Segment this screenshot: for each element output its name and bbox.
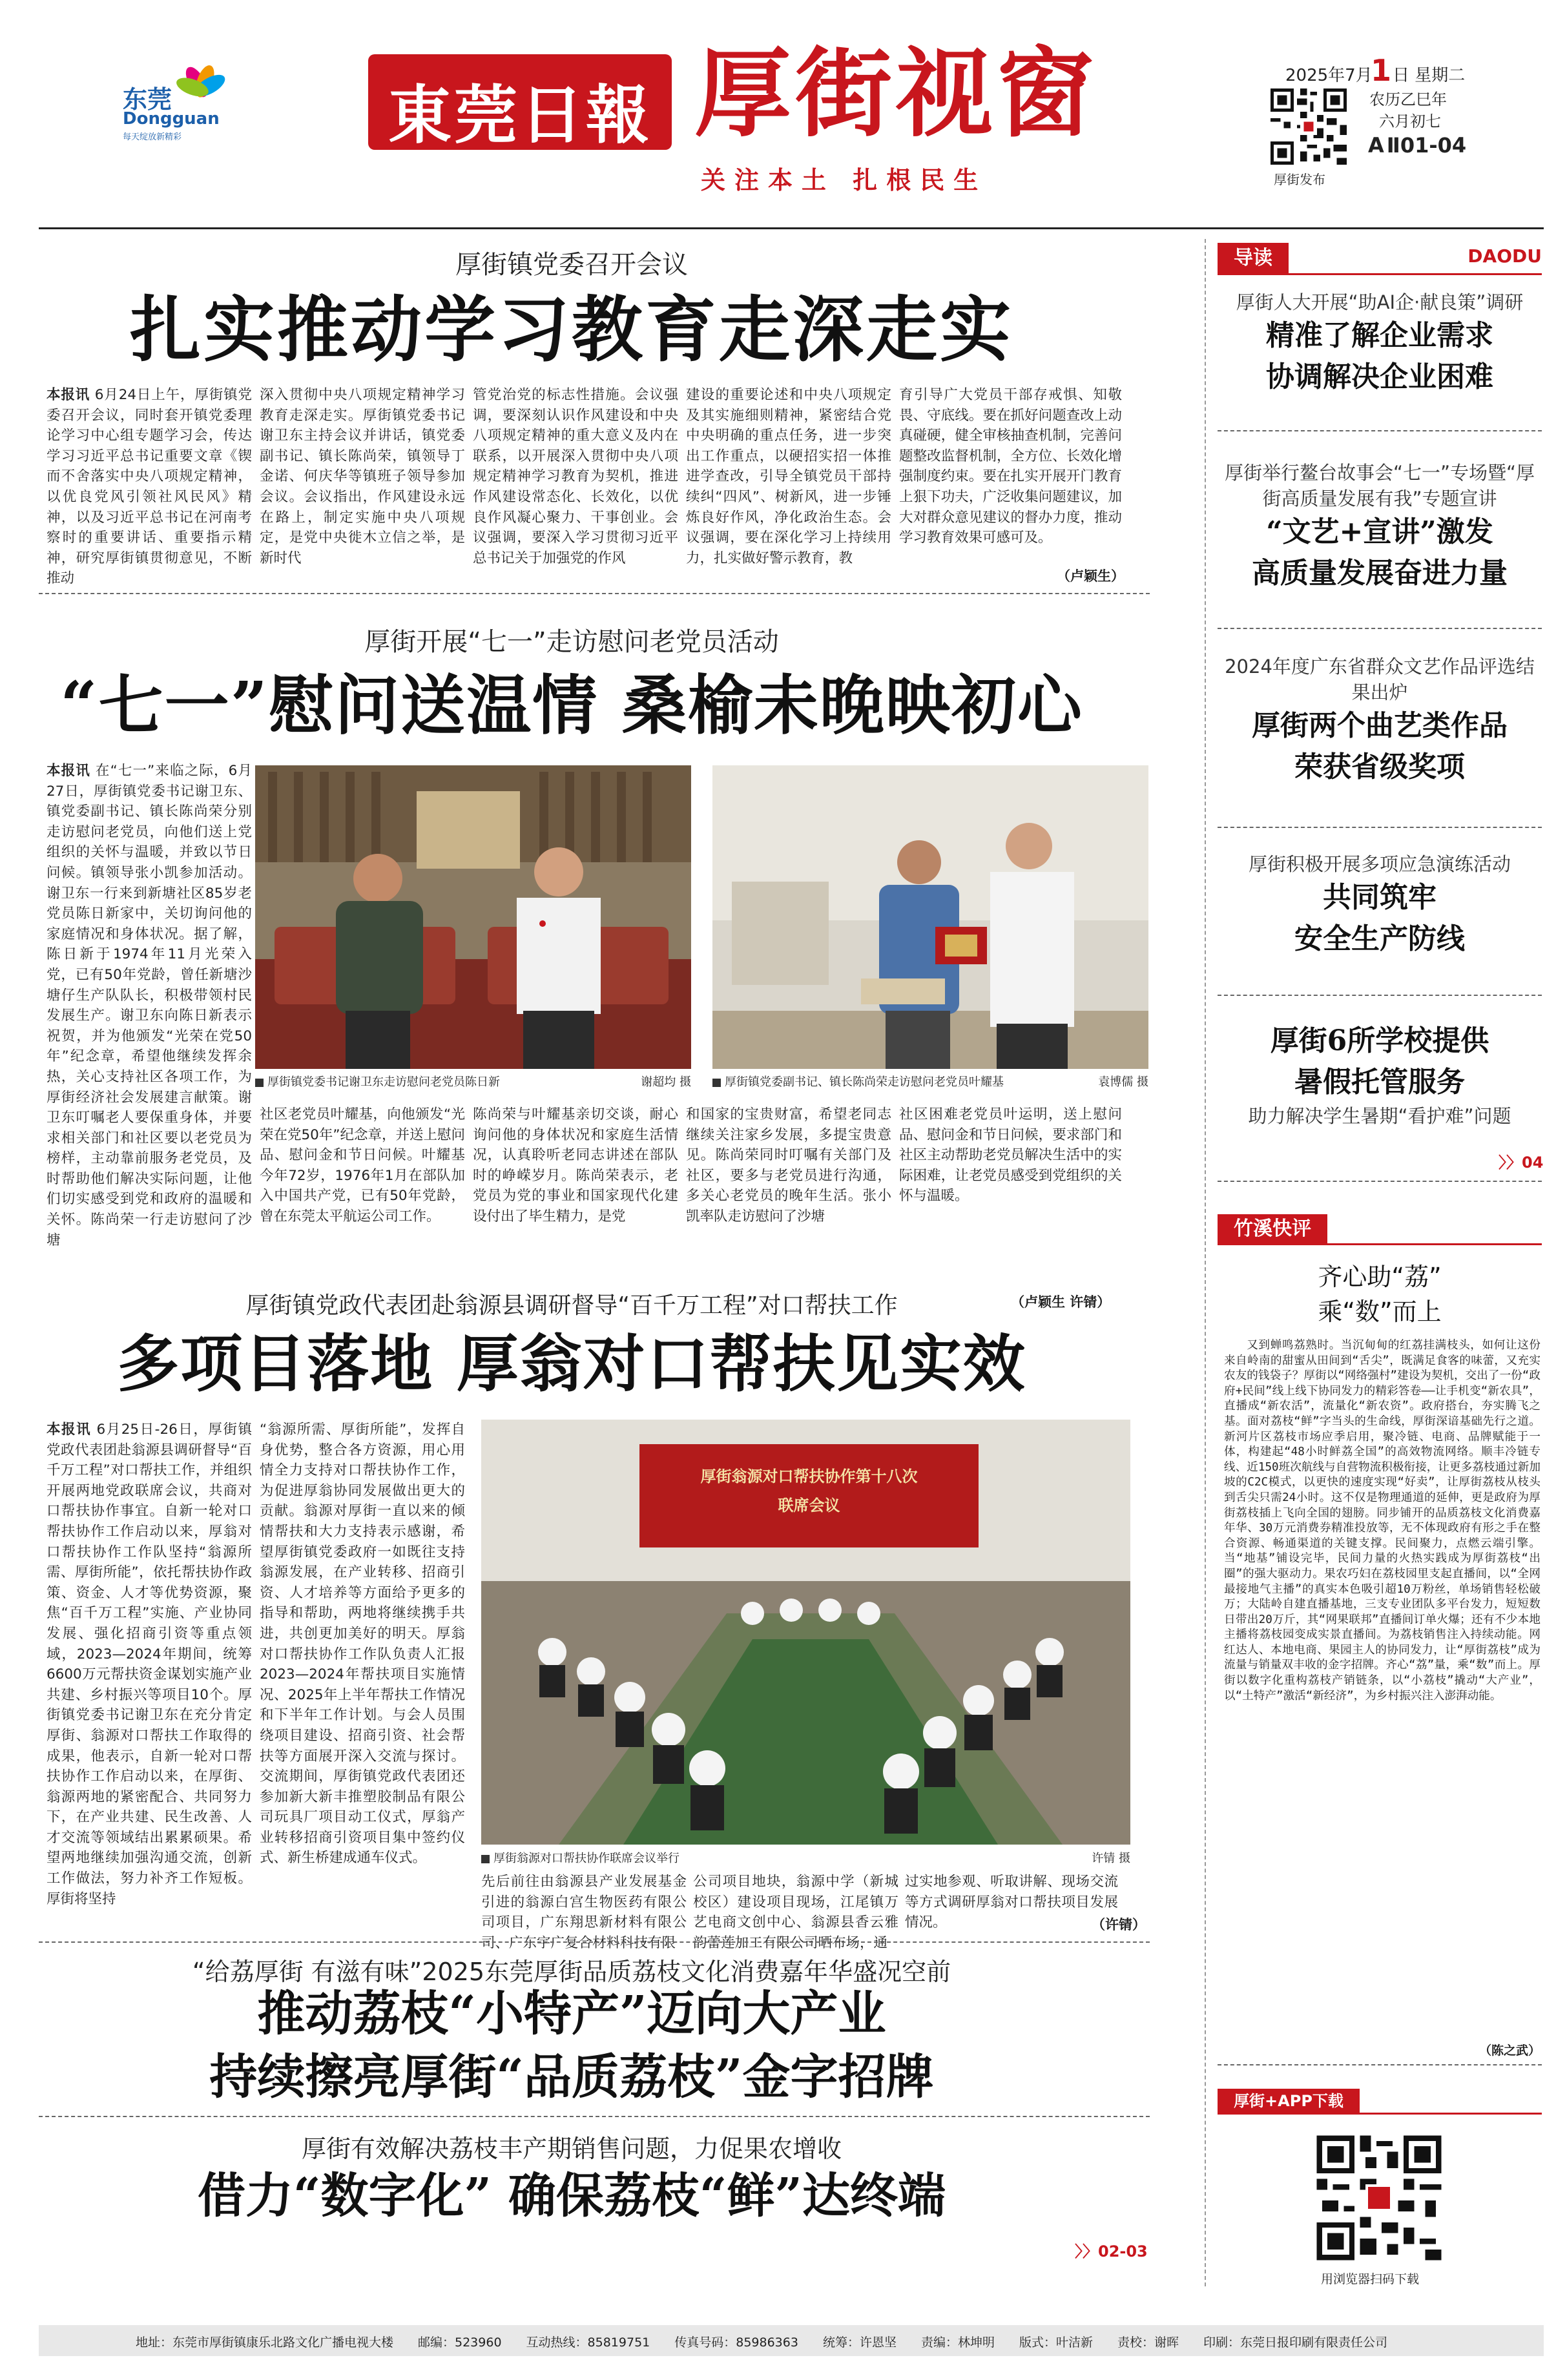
date-year-month: 2025年7月 [1285, 66, 1373, 85]
article-4-headline-2: 持续擦亮厚街“品质荔枝”金字招牌 [209, 2049, 934, 2105]
sidebar-item-5[interactable]: 厚街6所学校提供 暑假托管服务 助力解决学生暑期“看护难”问题 [1248, 1024, 1511, 1127]
article-3-kicker: 厚街镇党政代表团赴翁源县调研督导“百千万工程”对口帮扶工作 [245, 1292, 898, 1319]
article-3-headline: 多项目落地 厚翁对口帮扶见实效 [117, 1327, 1026, 1400]
masthead-rule [39, 227, 1544, 229]
article-2-col-2: 社区老党员叶耀基，向他颁发“光荣在党50年”纪念章，并送上慰问品、慰问金和节日问候。叶耀基今年72岁，1976年1月在部队加入中国共产党，已有50年党龄，曾在东莞太平航运公司工作。 [260, 1106, 465, 1225]
article-1-col-4: 建设的重要论述和中央八项规定及其实施细则精神，紧密结合党中央明确的重点任务，进一步突出工作重点，以硬招实招一体推进学查改，引导全镇党员干部持续纠“四风”、树新风，进一步锤炼良好作风，净化政治生态。会议强调，要在深化学习上持续用力，扎实做好警示教育，教 [686, 387, 891, 566]
comment-body: 又到蝉鸣荔熟时。当沉甸甸的红荔挂满枝头，如何让这份来自岭南的甜蜜从田间到“舌尖”，既满足食客的味蕾，又充实农友的钱袋子？厚街以“网络强村”建设为契机，交出了一份“政府+民间”线上线下协同发力的精彩答卷——让手机变“新农具”，直播成“新农活”，流量化“新农资”。政府搭台，夯实腾飞之基。面对荔枝“鲜”字当头的生命线，厚街深谙基础先行之道。新河片区荔枝市场应季启用，聚冷链、电商、品牌赋能于一体，构建起“48小时鲜荔全国”的高效物流网络。顺丰冷链专线、近150班次航线与自营物流积极衔接，让更多荔枝通过新加坡的C2C模式，以更快的速度实现“好卖”，让厚街荔枝从枝头到舌尖只需24小时。这不仅是物理通道的延伸，更是政府为厚街荔枝插上飞向全国的翅膀。同步铺开的品质荔枝文化消费嘉年华、30万元消费券精准投放等，无不体现政府有形之手在整合资源、畅通渠道的关键支撑。民间聚力，点燃云端引擎。当“地基”铺设完毕，民间力量的火热实践成为厚街荔枝“出圈”的强大驱动力。果农巧妇在荔枝园里支起直播间，以“全网最接地气主播”的真实本色吸引超10万粉丝，单场销售轻松破万；大陆岭自建直播基地，三支专业团队多平台发力，短短数日带出20万斤，其“网果联邦”直播间订单火爆；还有不少本地主播将荔枝园变成实景直播间。为荔枝销售注入持续动能。网红达人、本地电商、果园主人的协同发力，让“厚街荔枝”成为流量与销量双丰收的金字招牌。齐心“荔”量，乘“数”而上。厚街以数字化重构荔枝产销链条，以“小荔枝”撬动“大产业”，以“土特产”激活“新经济”，为乡村振兴注入澎湃动能。 [1224, 1339, 1540, 1702]
article-2-headline: “七一”慰问送温情 桑榆未晚映初心 [60, 667, 1083, 743]
comment-title: 齐心助“荔” 乘“数”而上 [1318, 1263, 1442, 1326]
logo-chinese-text: 东莞 [123, 85, 172, 114]
article-5-page-link[interactable]: 〉〉02-03 [1075, 2242, 1148, 2261]
divider-4 [39, 1941, 1150, 1943]
sidebar-divider [1205, 239, 1206, 2286]
meeting-banner: 厚街翁源对口帮扶协作第十八次 联席会议 [700, 1467, 918, 1515]
qr-label: 厚街发布 [1274, 172, 1325, 187]
photo-image [712, 765, 1148, 1069]
qr-code-icon [1267, 85, 1350, 168]
photo-3-caption: 厚街翁源对口帮扶协作联席会议举行 许锖 摄 [481, 1851, 1130, 1867]
page-range: Ⅱ01-04 [1386, 133, 1467, 158]
article-1-col-3: 管党治党的标志性措施。会议强调，要深刻认识作风建设和中央八项规定精神的重大意义及内在联系，以开展深入贯彻中央八项规定精神学习教育为契机，推进作风建设常态化、长效化，以优良作风凝心聚力、干事创业。会议强调，要深入学习贯彻习近平总书记关于加强党的作风 [473, 387, 678, 566]
lunar-year: 农历乙巳年 [1369, 90, 1447, 109]
article-1-headline: 扎实推动学习教育走深走实 [130, 288, 1013, 371]
article-3-col-1: 本报讯 6月25日-26日，厚街镇党政代表团赴翁源县调研督导“百千万工程”对口帮扶工作，并组织开展两地党政联席会议，共商对口帮扶协作事宜。自新一轮对口帮扶协作工作启动以来，厚翁对口帮扶协作工作队坚持“翁源所需、厚街所能”，依托帮扶协作政策、资金、人才等优势资源，聚焦“百千万工程”实施、产业协同发展、强化招商引资等重点领域，2023—2024年期间，统筹6600万元帮扶资金谋划实施产业共建、乡村振兴等项目10个。厚街镇党委书记谢卫东在充分肯定厚街、翁源对口帮扶工作取得的成果，他表示，自新一轮对口帮扶协作工作启动以来，在厚街、翁源两地的紧密配合、共同努力下，在产业共建、民生改善、人才交流等领域结出累累硕果。希望两地继续加强沟通交流，创新工作做法，努力补齐工作短板。厚街将坚持 [47, 1422, 252, 1907]
photo-1-caption: 厚街镇党委书记谢卫东走访慰问老党员陈日新 谢超均 摄 [255, 1075, 691, 1090]
newspaper-name-seal [368, 54, 672, 150]
zhuxi-header [1218, 1214, 1542, 1245]
comment-author: （陈之武） [1479, 2044, 1541, 2058]
sidebar-item-4[interactable]: 厚街积极开展多项应急演练活动 共同筑牢 安全生产防线 [1248, 853, 1511, 955]
article-2-author: （卢颖生 许锖） [1011, 1294, 1111, 1310]
flower-logo-icon [171, 61, 233, 116]
article-3-col-5: 过实地参观、听取讲解、现场交流等方式调研厚翁对口帮扶项目发展情况。 [905, 1874, 1118, 1931]
qr-code-icon [1311, 2130, 1447, 2266]
article-1-col-5: 育引导广大党员干部存戒惧、知敬畏、守底线。要在抓好问题查改上动真碰硬，健全审核抽查机制，完善问题整改监督机制，全方位、长效化增强制度约束。要在扎实开展开门教育上狠下功夫，广泛收集问题建议，加大对群众意见建议的督办力度，推动学习教育效果可感可及。 [899, 387, 1122, 546]
sidebar-divider-6 [1218, 2064, 1542, 2065]
article-1-col-1: 本报讯 6月24日上午，厚街镇党委召开会议，同时套开镇党委理论学习中心组专题学习会，传达学习习近平总书记重要文章《锲而不舍落实中央八项规定精神，以优良党风引领社风民风》精神，以及习近平总书记在河南考察时的重要讲话、重要指示精神，研究厚街镇贯彻意见，不断推动 [47, 387, 252, 587]
sidebar-divider-2 [1218, 628, 1542, 629]
sidebar-divider-4 [1218, 995, 1542, 996]
photo-image [255, 765, 691, 1069]
divider-1 [39, 593, 1150, 594]
article-4-headline-1: 推动荔枝“小特产”迈向大产业 [257, 1986, 886, 2042]
sidebar-item-1[interactable]: 厚街人大开展“助AI企·献良策”调研 精准了解企业需求 协调解决企业困难 [1236, 291, 1524, 393]
app-download-header [1218, 2089, 1542, 2115]
section-slogan: 关注本土 扎根民生 [701, 166, 988, 194]
dongguan-logo [103, 61, 245, 145]
logo-slogan: 每天绽放新精彩 [123, 132, 182, 142]
sidebar-item-2[interactable]: 厚街举行鳌台故事会“七一”专场暨“厚街高质量发展有我”专题宣讲 “文艺+宣讲”激发 高质量发展奋进力量 [1224, 462, 1535, 590]
article-4-kicker: “给荔厚街 有滋有味”2025东莞厚街品质荔枝文化消费嘉年华盛况空前 [192, 1958, 951, 1986]
article-2-kicker: 厚街开展“七一”走访慰问老党员活动 [364, 627, 779, 657]
page-letter: A [1368, 133, 1384, 158]
logo-english-text: Dongguan [123, 109, 220, 129]
zhuxi-label: 竹溪快评 [1218, 1214, 1327, 1244]
sidebar-divider-3 [1218, 827, 1542, 828]
app-download-label: 厚街+APP下载 [1218, 2089, 1360, 2113]
photo-visit-chen-rixin [255, 765, 691, 1069]
article-2-col-4: 和国家的宝贵财富，希望老同志继续关注家乡发展，多提宝贵意见。陈尚荣同时叮嘱有关部门及社区，要多与老党员进行沟通，多关心老党员的晚年生活。张小凯率队走访慰问了沙塘 [686, 1106, 891, 1225]
article-5-kicker: 厚街有效解决荔枝丰产期销售问题，力促果农增收 [301, 2135, 842, 2163]
photo-visit-ye-yaoji [712, 765, 1148, 1069]
article-3-col-2: “翁源所需、厚街所能”，发挥自身优势，整合各方资源，用心用情全力支持对口帮扶协作工作，为促进厚翁协同发展做出更大的贡献。翁源对厚街一直以来的倾情帮扶和大力支持表示感谢，希望厚街镇党委政府一如既往支持翁源发展，在产业转移、招商引资、人才培养等方面给予更多的指导和帮助，两地将继续携手共进，共创更加美好的明天。厚翁对口帮扶协作工作队负责人汇报2023—2024年帮扶项目实施情况、2025年上半年帮扶工作情况和下半年工作计划。与会人员围绕项目建设、招商引资、社会帮扶等方面展开深入交流与探讨。交流期间，厚街镇党政代表团还参加新大新丰推塑胶制品有限公司玩具厂项目动工仪式，厚翁产业转移招商引资项目集中签约仪式、新生桥建成通车仪式。 [260, 1422, 465, 1867]
article-2-col-1: 本报讯 在“七一”来临之际，6月27日，厚街镇党委书记谢卫东、镇党委副书记、镇长陈尚荣分别走访慰问老党员，向他们送上党组织的关怀与温暖，并致以节日问候。镇领导张小凯参加活动。谢卫东一行来到新塘社区85岁老党员陈日新家中，关切询问他的家庭情况和身体状况。据了解，陈日新于1974年11月光荣入党，已有50年党龄，曾任新塘沙塘仔生产队队长，积极带领村民发展生产。谢卫东向陈日新表示祝贺，并为他颁发“光荣在党50年”纪念章，希望他继续发挥余热，关心支持社区各项工作，为厚街经济社会发展建言献策。谢卫东叮嘱老人要保重身体，并要求相关部门和社区要以老党员为榜样，主动靠前服务老党员，及时帮助他们解决实际问题，让他们切实感受到党和政府的温暖和关怀。陈尚荣一行走访慰问了沙塘 [47, 763, 252, 1248]
article-1-lead: 本报讯 [47, 387, 90, 403]
daodu-label: 导读 [1218, 243, 1289, 274]
article-5-headline: 借力“数字化” 确保荔枝“鲜”达终端 [197, 2168, 946, 2224]
article-3-col-3: 先后前往由翁源县产业发展基金引进的翁源白宫生物医药有限公司项目，广东翔思新材料有限公司、广东宇广复合材料科技有限 [481, 1874, 687, 1951]
photo-2-caption: 厚街镇党委副书记、镇长陈尚荣走访慰问老党员叶耀基 袁博儒 摄 [712, 1075, 1148, 1090]
app-qr[interactable] [1311, 2130, 1447, 2266]
article-1-author: （卢颖生） [1053, 566, 1125, 585]
footer-text: 地址：东莞市厚街镇康乐北路文化广播电视大楼 邮编：523960 互动热线：85819751 传真号码：85986363 统筹：许恩坚 责编：林坤明 版式：叶洁新 责校：谢晖 印刷：东莞日报印刷有限责任公司 [136, 2335, 1387, 2350]
date-weekday: 日 星期二 [1393, 66, 1466, 85]
lunar-date: 六月初七 [1379, 112, 1441, 130]
daodu-en-label: DAODU [1468, 245, 1542, 267]
article-2-col-5: 社区困难老党员叶运明，送上慰问品、慰问金和节日问候，要求部门和社区主动帮助老党员解决生活中的实际困难，让老党员感受到党组织的关怀与温暖。 [899, 1106, 1122, 1205]
article-3-col-4: 公司项目地块，翁源中学（新城校区）建设项目现场，江尾镇万艺电商文创中心、翁源县香云雅韵蕾莲加工有限公司晒布场，通 [693, 1874, 898, 1951]
footer [39, 2325, 1544, 2356]
masthead-qr[interactable] [1267, 85, 1350, 168]
masthead [0, 0, 1556, 213]
date-day: 1 [1371, 53, 1392, 88]
sidebar-divider-5 [1218, 1181, 1542, 1182]
photo-joint-meeting [481, 1420, 1130, 1845]
article-1-col-2: 深入贯彻中央八项规定精神学习教育走深走实。厚街镇党委书记谢卫东主持会议并讲话，镇党委副书记、镇长陈尚荣，镇领导丁金诺、何庆华等镇班子领导参加会议。会议指出，作风建设永远在路上，制定实施中央八项规定，是党中央徙木立信之举，是新时代 [260, 387, 465, 566]
section-title: 厚街视窗 [694, 37, 1098, 150]
article-1-kicker: 厚街镇党委召开会议 [455, 250, 688, 280]
article-3-author: （许锖） [1092, 1917, 1146, 1932]
article-2-col-3: 陈尚荣与叶耀基亲切交谈，耐心询问他的身体状况和家庭生活情况，认真聆听老同志讲述在部队时的峥嵘岁月。陈尚荣表示，老党员为党的事业和国家现代化建设付出了毕生精力，是党 [473, 1106, 678, 1225]
sidebar-item-3[interactable]: 2024年度广东省群众文艺作品评选结果出炉 厚街两个曲艺类作品 荣获省级奖项 [1225, 656, 1535, 783]
app-qr-caption: 用浏览器扫码下载 [1321, 2272, 1420, 2286]
sidebar-item-5-page-link[interactable]: 〉〉04 [1499, 1154, 1544, 1172]
page-number [1368, 133, 1466, 158]
daodu-header [1218, 243, 1542, 275]
sidebar-divider-1 [1218, 430, 1542, 431]
newspaper-name: 東莞日報 [388, 78, 652, 152]
divider-5 [39, 2116, 1150, 2117]
